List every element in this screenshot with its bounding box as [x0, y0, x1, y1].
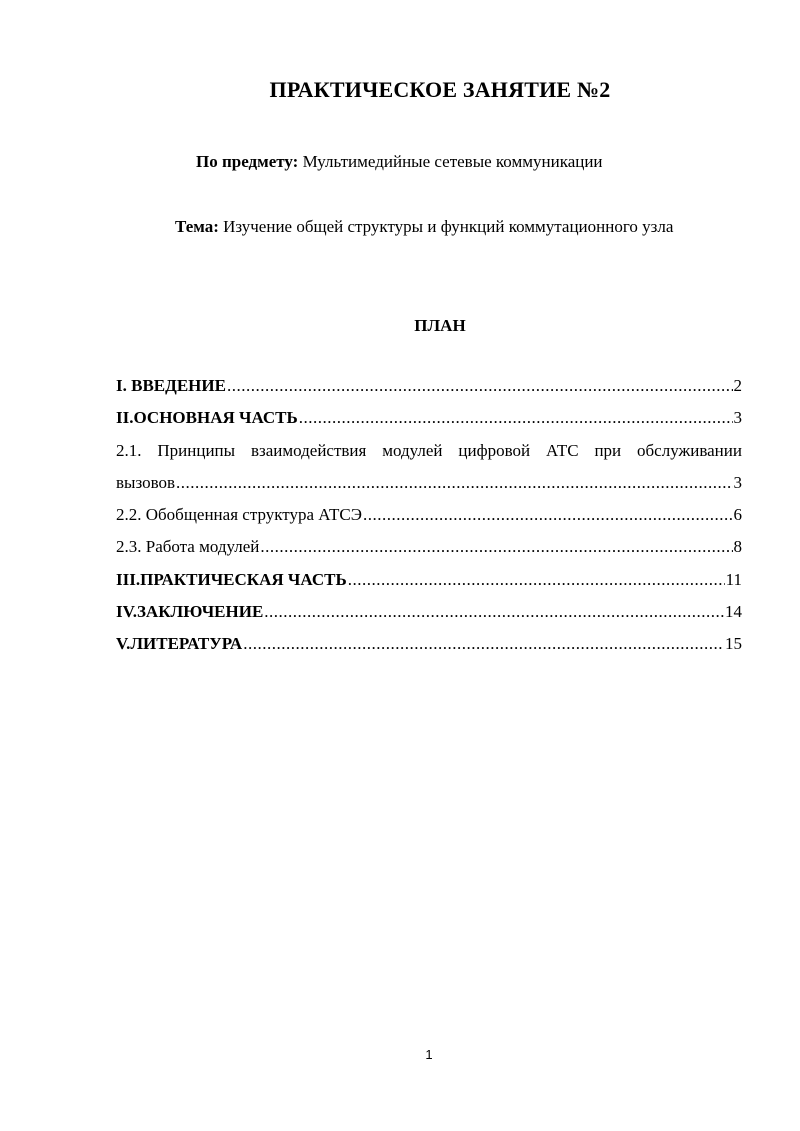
toc-word: обслуживании — [637, 440, 742, 460]
toc-entry-page: 8 — [733, 537, 742, 557]
toc-entry-label: вызовов — [116, 472, 176, 492]
subject-label: По предмету: — [196, 152, 299, 171]
toc-entry-practical[interactable] — [116, 570, 742, 602]
toc-entry-continuation — [116, 473, 742, 505]
plan-heading: ПЛАН — [414, 316, 466, 335]
toc-entry-conclusion[interactable] — [116, 602, 742, 634]
toc-entry-page: 2 — [733, 376, 742, 395]
toc-leader-dots — [299, 408, 733, 428]
toc-entry-literature[interactable] — [116, 634, 742, 666]
toc-entry-page: 3 — [733, 408, 742, 428]
toc-word: модулей — [382, 440, 443, 460]
toc-leader-dots — [227, 376, 733, 396]
toc-entry-introduction[interactable] — [116, 376, 742, 408]
toc-entry-page: 11 — [725, 569, 742, 589]
toc-word: при — [594, 440, 622, 460]
table-of-contents — [116, 376, 742, 667]
toc-entry-principles[interactable] — [116, 441, 742, 506]
document-title: ПРАКТИЧЕСКОЕ ЗАНЯТИЕ №2 — [269, 77, 611, 102]
toc-entry-page: 6 — [733, 505, 742, 525]
toc-leader-dots — [348, 570, 725, 590]
toc-entry-page: 14 — [725, 602, 742, 622]
toc-leader-dots — [264, 602, 724, 622]
toc-entry-label: 2.3. Работа модулей — [116, 537, 260, 557]
toc-word: взаимодействия — [250, 440, 367, 460]
toc-entry-label: 2.2. Обобщенная структура АТСЭ — [116, 505, 362, 525]
toc-entry-page: 15 — [725, 634, 742, 654]
subject-line — [196, 152, 603, 172]
toc-word: Принципы — [157, 440, 236, 460]
subject-value: Мультимедийные сетевые коммуникации — [302, 152, 603, 171]
toc-entry-page: 3 — [733, 472, 742, 492]
topic-label: Тема: — [175, 217, 219, 236]
toc-entry-structure[interactable] — [116, 505, 742, 537]
page-number: 1 — [425, 1047, 433, 1062]
topic-line — [175, 217, 673, 237]
toc-leader-dots — [176, 473, 732, 493]
toc-entry-label: I. ВВЕДЕНИЕ — [116, 376, 226, 395]
toc-word: АТС — [546, 440, 579, 460]
topic-value: Изучение общей структуры и функций коммутационного узла — [223, 217, 674, 236]
toc-word: цифровой — [458, 440, 531, 460]
toc-entry-label: IV.ЗАКЛЮЧЕНИЕ — [116, 602, 264, 622]
toc-entry-modules[interactable] — [116, 537, 742, 569]
toc-entry-main-part[interactable] — [116, 408, 742, 440]
toc-entry-label: V.ЛИТЕРАТУРА — [116, 634, 243, 654]
toc-entry-label: III.ПРАКТИЧЕСКАЯ ЧАСТЬ — [116, 569, 347, 589]
toc-word: 2.1. — [116, 440, 142, 460]
toc-entry-label: II.ОСНОВНАЯ ЧАСТЬ — [116, 408, 298, 428]
toc-leader-dots — [243, 634, 724, 654]
toc-entry-label-line — [116, 441, 742, 473]
toc-leader-dots — [260, 537, 732, 557]
toc-leader-dots — [363, 505, 733, 525]
